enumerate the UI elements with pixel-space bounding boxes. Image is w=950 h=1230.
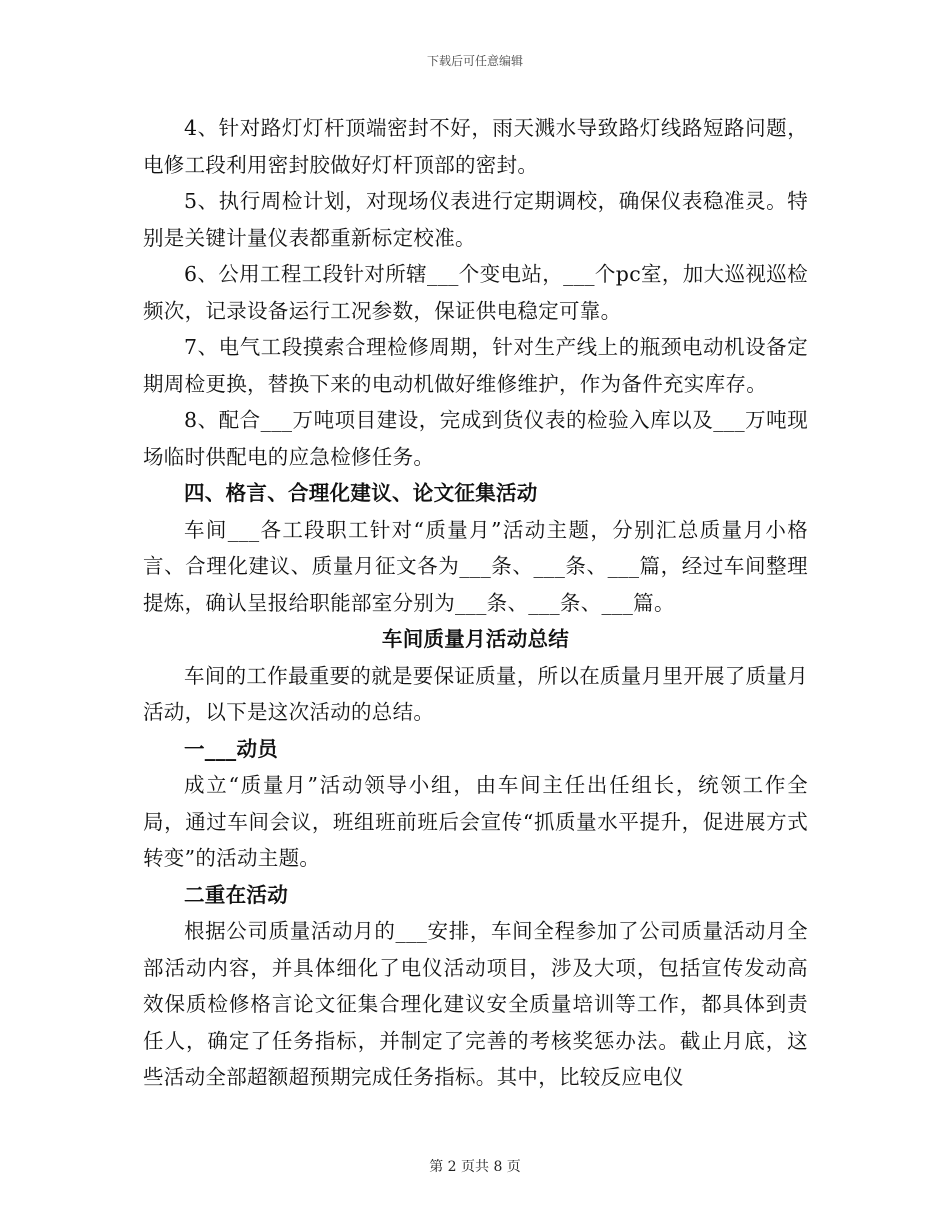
paragraph-item-8: 8、配合___万吨项目建设，完成到货仪表的检验入库以及___万吨现场临时供配电的应急检修任务。 (143, 408, 808, 469)
section-title: 车间质量月活动总结 (381, 627, 570, 651)
paragraph-item-7: 7、电气工段摸索合理检修周期，针对生产线上的瓶颈电动机设备定期周检更换，替换下来的电动机做好维修维护，作为备件充实库存。 (143, 335, 808, 396)
paragraph-item-4: 4、针对路灯灯杆顶端密封不好，雨天溅水导致路灯线路短路问题，电修工段利用密封胶做好灯杆顶部的密封。 (143, 116, 808, 177)
document-body (143, 110, 808, 1096)
paragraph-mobilization: 成立“质量月”活动领导小组，由车间主任出任组长，统领工作全局，通过车间会议，班组班前班后会宣传“抓质量水平提升，促进展方式转变”的活动主题。 (143, 773, 808, 870)
subheading-mobilization: 一___动员 (184, 736, 279, 761)
paragraph-activities: 根据公司质量活动月的___安排，车间全程参加了公司质量活动月全部活动内容，并具体细化了电仪活动项目，涉及大项，包括宣传发动高效保质检修格言论文征集合理化建议安全质量培训等工作，都具体到责任人，确定了任务指标，并制定了完善的考核奖惩办法。截止月底，这些活动全部超额超预期完成任务指标。其中，比较反应电仪 (143, 919, 808, 1089)
paragraph-intro: 车间的工作最重要的就是要保证质量，所以在质量月里开展了质量月活动，以下是这次活动的总结。 (143, 663, 808, 724)
page-footer: 第 2 页共 8 页 (429, 1159, 521, 1175)
section-heading-four: 四、格言、合理化建议、论文征集活动 (184, 481, 538, 505)
paragraph-collection: 车间___各工段职工针对“质量月”活动主题，分别汇总质量月小格言、合理化建议、质量月征文各为___条、___条、___篇，经过车间整理提炼，确认呈报给职能部室分别为___条、___条、___篇。 (143, 517, 808, 615)
paragraph-item-6: 6、公用工程工段针对所辖___个变电站，___个pc室，加大巡视巡检频次，记录设备运行工况参数，保证供电稳定可靠。 (143, 262, 808, 323)
subheading-activities: 二重在活动 (184, 882, 288, 907)
page-header: 下载后可任意编辑 (426, 54, 523, 68)
paragraph-item-5: 5、执行周检计划，对现场仪表进行定期调校，确保仪表稳准灵。特别是关键计量仪表都重新标定校准。 (143, 189, 808, 250)
